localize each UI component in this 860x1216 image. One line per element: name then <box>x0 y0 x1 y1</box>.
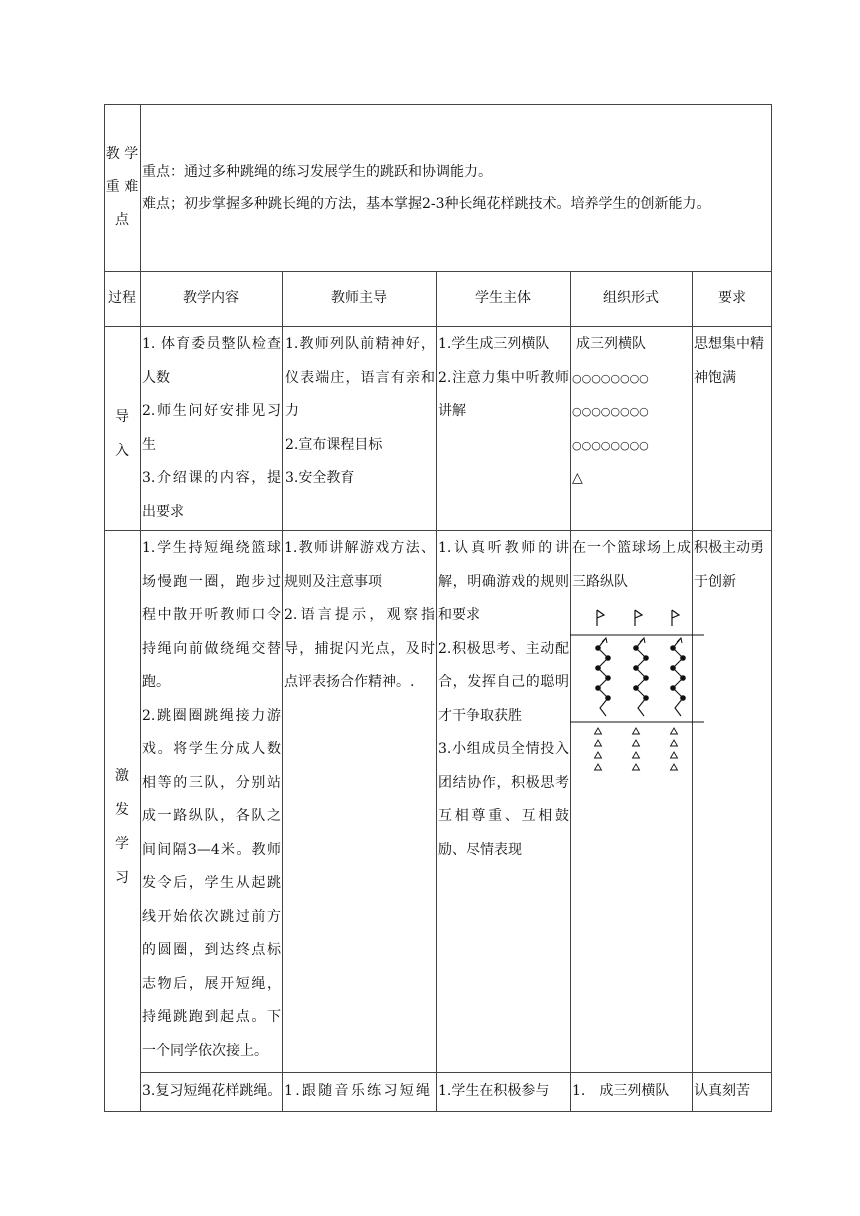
formation-row: ○○○○○○○○ <box>572 371 649 385</box>
formation-diagram <box>570 602 704 772</box>
stage-char: 导 <box>115 409 129 425</box>
review-teacher: 1.跟随音乐练习短绳 <box>284 1083 433 1099</box>
focus-label-line: 重 难 <box>105 179 139 195</box>
intro-student <box>438 328 569 429</box>
student-column-markers <box>595 728 678 770</box>
header-organization: 组织形式 <box>603 290 659 306</box>
intro-formation <box>572 328 691 496</box>
review-content: 3.复习短绳花样跳绳。 <box>142 1083 282 1099</box>
zigzag-path <box>598 638 683 716</box>
key-point-text: 重点：通过多种跳绳的练习发展学生的跳跃和协调能力。 <box>142 164 492 180</box>
table-row-divider <box>104 530 772 531</box>
stimulate-requirement: 积极主动勇于创新 <box>694 540 764 590</box>
arrow-heads <box>602 638 682 643</box>
focus-label-line: 点 <box>115 212 129 228</box>
table-border-bottom <box>104 1111 772 1112</box>
table-col-divider <box>282 271 283 1112</box>
formation-row: ○○○○○○○○ <box>572 405 649 418</box>
stage-char: 学 <box>115 836 129 852</box>
table-border-left <box>104 104 105 1112</box>
table-border-right <box>771 104 772 1112</box>
flag-icon <box>635 610 642 626</box>
stimulate-formation-text: 在一个篮球场上成三路纵队 <box>572 540 691 590</box>
student-item: 2.注意力集中听教师讲解 <box>438 369 569 419</box>
lesson-plan-table <box>104 104 772 1112</box>
header-requirement: 要求 <box>718 290 746 306</box>
stage-char: 习 <box>115 870 129 886</box>
table-col-divider <box>140 104 141 1112</box>
flag-icon <box>672 610 679 626</box>
student-item: 1.认真听教师的讲解，明确游戏的规则和要求 <box>438 540 569 623</box>
student-item: 3.小组成员全情投入团结协作，积极思考互相尊重、互相鼓励、尽情表现 <box>438 741 569 858</box>
focus-content <box>142 156 770 220</box>
content-item: 3.介绍课的内容，提出要求 <box>142 470 281 520</box>
header-process: 过程 <box>108 290 136 306</box>
content-item: 2.师生问好安排见习生 <box>142 403 281 453</box>
teacher-position-mark: △ <box>572 470 583 486</box>
table-border-top <box>104 104 772 105</box>
formation-label: 成三列横队 <box>576 336 646 352</box>
focus-label-line: 教 学 <box>105 146 139 162</box>
review-student: 1.学生在积极参与 <box>438 1083 550 1099</box>
student-item: 1.学生成三列横队 <box>438 336 550 352</box>
table-row-divider <box>104 271 772 272</box>
stage-char: 激 <box>115 768 129 784</box>
stimulate-student <box>438 532 569 867</box>
teacher-item: 2.语言提示，观察指导，捕捉闪光点，及时点评表扬合作精神。. <box>284 607 435 690</box>
stage-stimulate <box>104 759 140 895</box>
formation-row: ○○○○○○○○ <box>572 438 649 452</box>
teacher-item: 3.安全教育 <box>285 470 355 486</box>
review-formation: 1. 成三列横队 <box>572 1083 670 1099</box>
stage-char: 发 <box>115 802 129 818</box>
student-item: 2.积极思考、主动配合，发挥自己的聪明才干争取获胜 <box>438 640 569 724</box>
teacher-item: 1.教师讲解游戏方法、规则及注意事项 <box>284 540 435 590</box>
review-requirement: 认真刻苦 <box>694 1083 750 1099</box>
table-row-divider <box>104 326 772 327</box>
intro-content <box>142 328 281 529</box>
intro-teacher <box>285 328 435 496</box>
focus-label <box>104 138 140 237</box>
table-row-divider <box>140 1072 772 1073</box>
stimulate-teacher <box>284 532 435 700</box>
stage-char: 入 <box>115 443 129 459</box>
difficult-point-text: 难点；初步掌握多种跳长绳的方法，基本掌握2-3种长绳花样跳技术。培养学生的创新能力。 <box>142 196 711 212</box>
stimulate-content <box>142 532 281 1068</box>
content-item: 1.学生持短绳绕篮球场慢跑一圈，跑步过程中散开听教师口令持绳向前做绕绳交替跑。 <box>142 540 281 690</box>
header-teacher: 教师主导 <box>331 290 387 306</box>
header-content: 教学内容 <box>183 290 239 306</box>
teacher-item: 1.教师列队前精神好，仪表端庄，语言有亲和力 <box>285 336 435 419</box>
teacher-item: 2.宣布课程目标 <box>285 436 383 453</box>
table-col-divider <box>436 271 437 1112</box>
content-item: 1. 体育委员整队检查人数 <box>142 336 281 386</box>
flag-icon <box>597 610 604 626</box>
stage-intro <box>104 400 140 468</box>
content-item: 2.跳圈圈跳绳接力游戏。将学生分成人数相等的三队，分别站成一路纵队，各队之间间隔3—4米。教师发令后，学生从起跳线开始依次跳过前方的圆圈，到达终点标志物后，展开短绳，持绳跳跑到起点。下一个同学依次接上。 <box>142 707 281 1059</box>
intro-requirement: 思想集中精神饱满 <box>694 336 764 386</box>
header-student: 学生主体 <box>475 290 531 306</box>
